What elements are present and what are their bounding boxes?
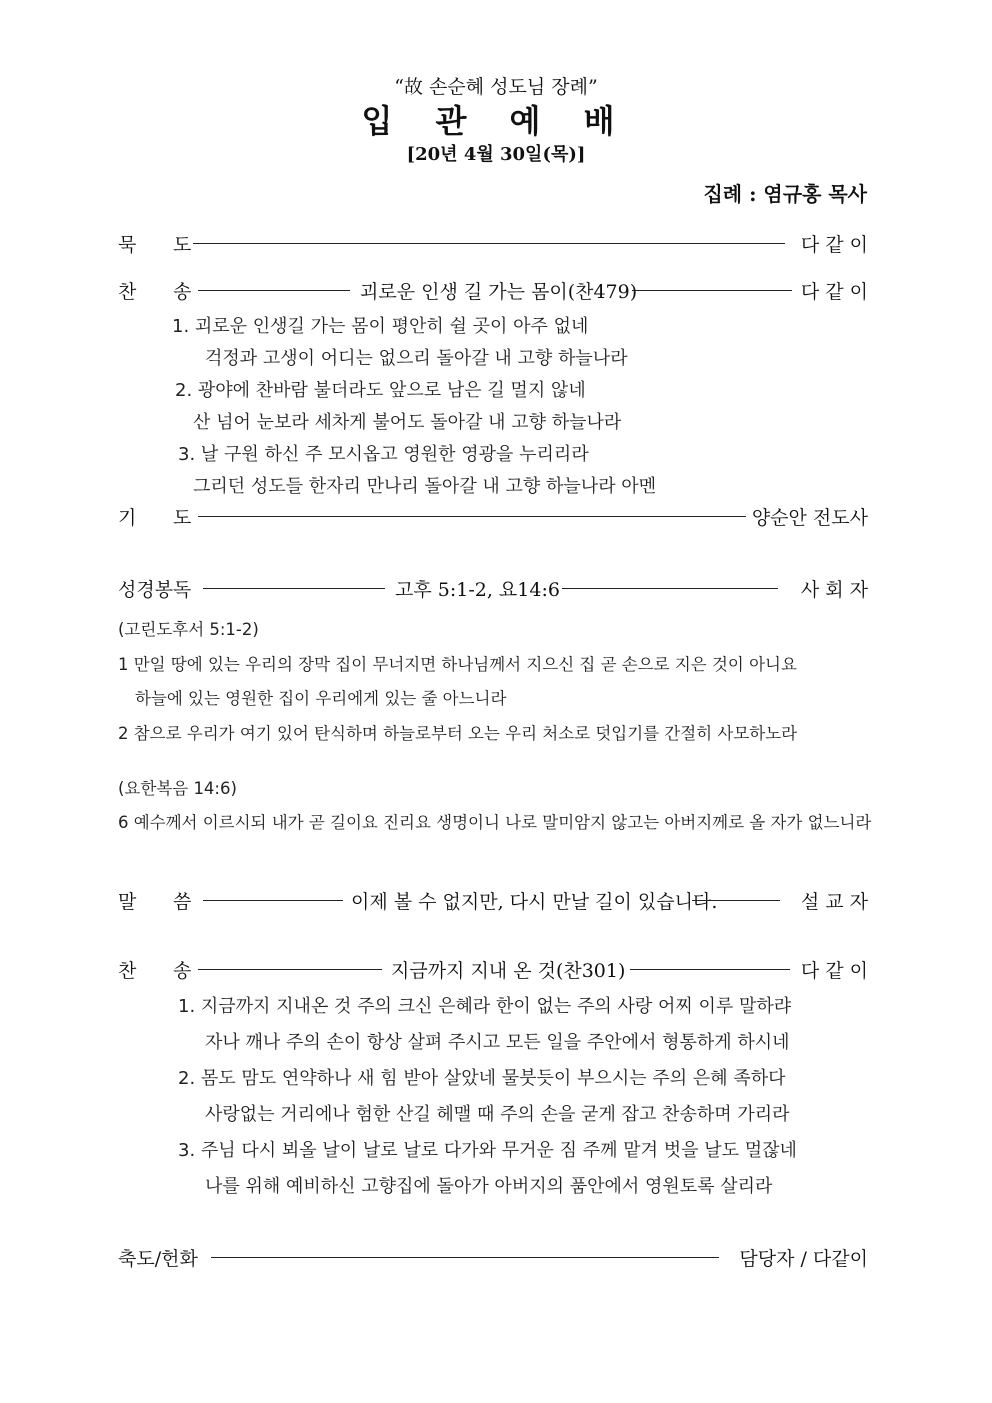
hymn2-label-1: 찬 (118, 960, 137, 982)
hymn1-title: 괴로운 인생 길 가는 몸이(찬479) (360, 281, 638, 303)
hymn1-label-1: 찬 (118, 281, 137, 303)
hymn1-lyric: 3. 날 구원 하신 주 모시옵고 영원한 영광을 누리리라 (178, 444, 589, 465)
scripture-leader: 사 회 자 (800, 579, 868, 601)
sermon-label-1: 말 (118, 891, 137, 913)
leader-line (198, 969, 382, 970)
scripture-verse: 1 만일 땅에 있는 우리의 장막 집이 무너지면 하나님께서 지으신 집 곧 손으로 지은 것이 아니요 (118, 655, 797, 674)
silent-prayer-row (118, 228, 868, 258)
scripture-reference: (고린도후서 5:1-2) (118, 620, 259, 639)
hymn2-lyric: 자나 깨나 주의 손이 항상 살펴 주시고 모든 일을 주안에서 형통하게 하시네 (205, 1032, 790, 1053)
scripture-verse: 하늘에 있는 영원한 집이 우리에게 있는 줄 아느니라 (135, 689, 507, 708)
benediction-label: 축도/헌화 (118, 1248, 198, 1270)
hymn1-lyric: 2. 광야에 찬바람 불더라도 앞으로 남은 길 멀지 않네 (175, 380, 586, 401)
scripture-label: 성경봉독 (118, 579, 192, 601)
scripture-verse: 6 예수께서 이르시되 내가 곧 길이요 진리요 생명이니 나로 말미암지 않고는 아버지께로 올 자가 없느니라 (118, 813, 872, 832)
sermon-title: 이제 볼 수 없지만, 다시 만날 길이 있습니다. (351, 891, 718, 913)
hymn2-row (118, 954, 868, 984)
leader-line (632, 290, 792, 291)
leader-line (562, 588, 778, 589)
benediction-row (118, 1242, 868, 1272)
sermon-preacher: 설 교 자 (800, 891, 868, 913)
silent-prayer-label-1: 묵 (118, 234, 137, 256)
hymn1-lyric: 그리던 성도들 한자리 만나리 돌아갈 내 고향 하늘나라 아멘 (193, 476, 657, 497)
service-title: 입 관 예 배 (361, 102, 631, 140)
sermon-label-2: 씀 (173, 891, 192, 913)
hymn1-label-2: 송 (173, 281, 192, 303)
scripture-row (118, 573, 868, 603)
hymn1-lyric: 1. 괴로운 인생길 가는 몸이 평안히 쉴 곳이 아주 없네 (172, 316, 589, 337)
leader-line (198, 290, 350, 291)
benediction-leader: 담당자 / 다같이 (739, 1248, 868, 1270)
prayer-leader: 양순안 전도사 (751, 507, 868, 529)
leader-line (203, 588, 385, 589)
service-subtitle: “故 손순혜 성도님 장례” (394, 76, 598, 98)
leader-line (198, 516, 746, 517)
hymn1-leader: 다 같 이 (800, 281, 868, 303)
hymn2-title: 지금까지 지내 온 것(찬301) (391, 960, 626, 982)
prayer-label-2: 도 (173, 507, 192, 529)
officiant: 집례 : 염규홍 목사 (703, 182, 867, 206)
silent-prayer-label-2: 도 (173, 234, 192, 256)
hymn2-lyric: 나를 위해 예비하신 고향집에 돌아가 아버지의 품안에서 영원토록 살리라 (205, 1176, 773, 1197)
scripture-verse: 2 참으로 우리가 여기 있어 탄식하며 하늘로부터 오는 우리 처소로 덧입기를 간절히 사모하노라 (118, 724, 798, 743)
hymn1-lyric: 걱정과 고생이 어디는 없으리 돌아갈 내 고향 하늘나라 (205, 348, 628, 369)
silent-prayer-leader: 다 같 이 (800, 234, 868, 256)
leader-line (630, 969, 790, 970)
hymn1-lyric: 산 넘어 눈보라 세차게 불어도 돌아갈 내 고향 하늘나라 (193, 412, 622, 433)
hymn1-row (118, 275, 868, 305)
leader-line (193, 243, 785, 244)
prayer-row (118, 501, 868, 531)
leader-line (203, 900, 343, 901)
leader-line (211, 1257, 719, 1258)
scripture-title: 고후 5:1-2, 요14:6 (395, 579, 560, 601)
leader-line (692, 900, 780, 901)
sermon-row (118, 885, 868, 915)
hymn2-label-2: 송 (173, 960, 192, 982)
service-date: [20년 4월 30일(목)] (406, 144, 586, 165)
hymn2-lyric: 1. 지금까지 지내온 것 주의 크신 은혜라 한이 없는 주의 사랑 어찌 이루 말하랴 (178, 996, 792, 1017)
hymn2-lyric: 3. 주님 다시 뵈올 날이 날로 날로 다가와 무거운 짐 주께 맡겨 벗을 날도 멀잖네 (178, 1140, 797, 1161)
prayer-label-1: 기 (118, 507, 137, 529)
hymn2-lyric: 사랑없는 거리에나 험한 산길 헤맬 때 주의 손을 굳게 잡고 찬송하며 가리라 (205, 1104, 790, 1125)
hymn2-lyric: 2. 몸도 맘도 연약하나 새 힘 받아 살았네 물붓듯이 부으시는 주의 은혜 족하다 (178, 1068, 786, 1089)
scripture-reference: (요한복음 14:6) (118, 779, 237, 798)
hymn2-leader: 다 같 이 (800, 960, 868, 982)
